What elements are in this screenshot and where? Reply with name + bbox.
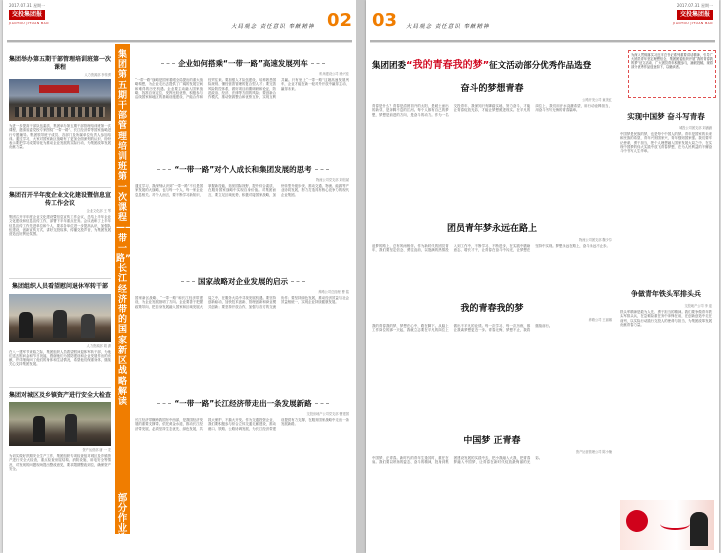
right-slogan: 大局观念 责任意识 奉献精神 bbox=[406, 24, 490, 30]
right-brand-sub: JIAOTOU JITUAN BAO bbox=[673, 21, 713, 25]
essay-title-3: 团员青年梦永远在路上 bbox=[446, 224, 537, 234]
right-page bbox=[366, 0, 719, 553]
divider bbox=[9, 187, 111, 188]
left-brand-logo: 交投集团报 bbox=[9, 10, 45, 20]
title-marker bbox=[157, 169, 171, 171]
banner-text: 集团第五期干部管理培训班第一次课程——“一带一路”、长江经济带的国家新区战略解读 bbox=[116, 50, 149, 407]
editor-note-text: 为深入贯彻落实习近平总书记系列重要讲话精神，引导广大团员青年坚定理想信念，集团团委组织开展“我的青春我的梦”征文活动，广大团员青年积极参与，踊跃投稿，现将部分优秀作品选登如下，以飨读者。 bbox=[631, 53, 713, 69]
brief-title-1: 集团举办第五期干部管理培训班第一次课程 bbox=[9, 56, 112, 71]
brief-byline-1: 人力资源部 李传勇 bbox=[84, 73, 111, 77]
brief-photo-3 bbox=[9, 294, 111, 342]
essay-title-4: 争做青年铁头军排头兵 bbox=[631, 290, 701, 298]
essay-byline-5: 养路公司 王丽娜 bbox=[588, 318, 612, 322]
essay-byline-1: 公路开发公司 童美红 bbox=[582, 98, 612, 102]
article-body-4: 长江经济带横跨我国东中西部，是我国经济发展的重要支撑带。依托黄金水道，推动长江经济带发展，必须坚持生态优先、绿色发展，共抓大保护、不搞大开发。作为交通投资企业，我们要积极参与综合立体交通走廊建设，推动港口、铁路、公路协调发展，为长江经济带建设提供有力支撑，在服务国家战略中走出一条发展新路。 bbox=[135, 418, 349, 431]
right-page-number: 03 bbox=[372, 10, 398, 31]
essay-title-6: 中国梦 正青春 bbox=[463, 436, 521, 446]
divider bbox=[9, 387, 111, 388]
left-brand-sub: JIAOTOU JITUAN BAO bbox=[9, 21, 49, 25]
left-dateline: 2017.07.31 星期一 bbox=[9, 3, 46, 8]
brief-byline-4: 资产运营部 唐 一 龙 bbox=[82, 448, 111, 452]
essay-body-1: 青春是什么？青春是清晨初升的太阳，是破土而出的新芽，是奔腾不息的江河。每个人都有自己的梦想，梦想是前进的方向，是奋斗的动力。作为一名交投青年，我深知只有脚踏实地、努力奋斗，才能让青春绽放光彩，才能让梦想照进现实。在平凡的岗位上，我们用汗水浇灌希望，用行动诠释担当，用奋斗书写无悔的青春篇章。 bbox=[372, 104, 612, 117]
brief-byline-2: 企业文化部 王 琴 bbox=[86, 209, 111, 213]
brief-body-1: 为进一步提高干部队伍素质，集团举办第五期干部管理培训班第一次课程，邀请省委党校专家围绕“一带一路”、长江经济带等国家战略进行专题辅导。集团领导班子成员、各部门及所属单位负责人参加培训。通过学习，大家对国家新区战略有了更加全面深刻的认识，纷纷表示要把学习成果转化为推动企业发展的实际行动，为集团改革发展贡献力量。 bbox=[9, 124, 111, 150]
essay-body-2: 中国梦是民族的梦，也是每个中国人的梦。青年是国家的未来和民族的希望，青年兴则国家兴，青年强则国家强。我们要牢记使命，勇于担当，把个人理想融入国家发展大局之中，在实现中国梦的伟大实践中放飞青春梦想，在为人民利益的不懈奋斗中书写人生华章。 bbox=[620, 132, 712, 154]
right-dateline: 2017.07.31 星期一 bbox=[676, 3, 713, 8]
right-header-rule bbox=[370, 40, 715, 43]
article-byline-2: 物流公司党支部 刘信斌 bbox=[316, 178, 349, 182]
article-byline-1: 机场建设公司 徐兴佳 bbox=[319, 72, 349, 76]
left-slogan: 大局观念 责任意识 奉献精神 bbox=[231, 24, 315, 30]
brief-title-3: 集团组织人员看望慰问退休军转干部 bbox=[11, 283, 108, 290]
essay-byline-2: 城投公司团支部 刘涵涵 bbox=[679, 126, 712, 130]
title-marker bbox=[311, 63, 325, 65]
essay-body-3: 追梦的路上，总有风雨相伴。作为新时代的团员青年，我们要坚定信念、勇往直前，以饱满的热情投入到工作中，不断学习、不断进步，在实践中磨砺意志、增长才干，让青春在奋斗中闪光，让梦想在坚持中实现。梦想永远在路上，奋斗永远不止步。 bbox=[372, 244, 610, 253]
essay-body-4: 铁头军精神是敢为人先、勇于担当的精神。我们要争做青年铁头军排头兵，在急难险重任务中冲锋在前，在创新创造中走在前列，以实际行动践行交投人的使命与担当，为集团改革发展贡献青春力量。 bbox=[620, 310, 712, 327]
brief-body-4: 为切实做好汛期安全生产工作，集团组织专项检查组对城区及乡镇资产进行安全大检查，重点检查房屋结构、消防设施、用电安全等情况，对发现的问题现场提出整改意见，要求限期整改到位，确保资产安全。 bbox=[9, 454, 111, 471]
article-body-2: 通过学习，我深刻认识到“一带一路”不仅是国家发展的大战略，也与每一个人、每一家企业息息相关。对个人而言，要不断学习新知识、掌握新技能，拓宽国际视野，提升综合素质，在服务国家战略中实现自身价值。对集团而言，要立足区域优势，积极对接国家战略，加快转型升级步伐，推动交通、物流、能源等产业协同发展，努力打造具有核心竞争力的现代企业集团。 bbox=[135, 184, 349, 197]
article-body-1: “一带一路”战略是国家着眼全局提出的重大战略构想，为企业走出去提供了广阔的发展空间和难得的历史机遇。企业要主动融入国家战略，找准自身定位，发挥比较优势，积极参与沿线国家和地区的基础设施建设、产能合作和经贸往来。要加强人才队伍建设，培养熟悉国际规则、懂经营善管理的复合型人才；要完善风险防控体系，做好项目前期调研和论证，防范政治、经济、法律等方面的风险；要创新合作模式，推动资源整合和优势互补，实现互利共赢。只有坐上“一带一路”这趟高速发展列车，企业才能在新一轮对外开放中赢得主动、赢得未来。 bbox=[135, 78, 349, 100]
title-marker bbox=[161, 63, 175, 65]
brief-column bbox=[9, 48, 111, 484]
banner-end-text: 部分作业选登 bbox=[117, 493, 128, 553]
title-marker bbox=[315, 169, 329, 171]
article-title-2: “一带一路”对个人成长和集团发展的思考 bbox=[135, 164, 351, 175]
title-marker bbox=[157, 403, 171, 405]
article-title-1: 企业如何搭乘“一带一路”高速发展列车 bbox=[135, 58, 351, 69]
brush-stroke-icon bbox=[660, 518, 690, 530]
essay-title-1: 奋斗的梦想青春 bbox=[460, 84, 524, 94]
brief-photo-1 bbox=[9, 79, 111, 121]
brief-photo-4 bbox=[9, 402, 111, 446]
vertical-banner bbox=[115, 44, 149, 553]
page-gutter bbox=[356, 0, 366, 553]
essay-title-5: 我的青春我的梦 bbox=[460, 304, 524, 314]
essay-byline-4: 交投地产公司 李 迎 bbox=[684, 304, 712, 308]
left-header bbox=[3, 0, 356, 44]
left-page-number: 02 bbox=[326, 10, 352, 31]
article-byline-4: 交投房地产公司党支部 曹建国 bbox=[306, 412, 349, 416]
essay-body-5: 我的青春我的梦，梦想在心中，路在脚下。从踏上工作岗位的那一天起，我就立志要在平凡的岗位上做出不平凡的业绩。每一次学习、每一次历练，都让我离梦想更近一步。青春无悔，梦想不止，我将继续前行。 bbox=[372, 324, 553, 333]
title-marker bbox=[315, 403, 329, 405]
article-title-3: 国家战略对企业发展的启示 bbox=[135, 276, 351, 287]
chinese-dream-illustration bbox=[620, 500, 714, 550]
article-body-3: 国家新区战略、“一带一路”和长江经济带建设，为企业发展指明了方向。企业要善于把握政策导向，把自身发展融入国家和区域发展大局之中，在服务大局中寻找发展机遇。要坚持创新驱动，加快技术创新、管理创新和商业模式创新；要坚持开放合作，加强与各方的交流协作；要坚持绿色发展，推动经济效益与社会效益相统一，实现企业持续健康发展。 bbox=[135, 296, 349, 309]
title-marker bbox=[181, 281, 195, 283]
brief-byline-3: 人力资源部 胡 潇 bbox=[86, 343, 111, 348]
portrait-figure bbox=[690, 512, 708, 546]
right-brand-logo: 交投集团报 bbox=[677, 10, 713, 20]
title-marker bbox=[291, 281, 305, 283]
essay-title-2: 实现中国梦 奋斗写青春 bbox=[627, 112, 705, 121]
essay-body-6: 中国梦，正青春。新时代的青年生逢其时，重任在肩。我们要以昂扬的姿态、奋斗的精神，投身到集团建设发展的实践中去，把小我融入大我，把青春梦融入中国梦，让青春在新时代绽放最绚丽的光彩。 bbox=[372, 456, 543, 465]
headline-quote: “我的青春我的梦” bbox=[406, 60, 490, 71]
article-byline-3: 养路公司总经理 曹 铭 bbox=[318, 290, 349, 294]
brief-body-3: 在八一建军节来临之际，集团组织人员看望慰问退休军转干部，为他们送去慰问金和节日祝福，感谢他们为国防建设和企业发展作出的贡献，并详细询问了他们的身体和生活情况，希望他们保重身体，继续关心支持集团发展。 bbox=[9, 349, 111, 367]
editor-note-box bbox=[628, 50, 716, 98]
divider bbox=[9, 278, 111, 279]
brief-title-2: 集团召开半年度企业文化建设暨信息宣传工作会议 bbox=[9, 192, 112, 207]
essay-byline-3: 物流公司团支部 魏少芬 bbox=[579, 238, 612, 242]
article-title-4: “一带一路”长江经济带走出一条发展新路 bbox=[135, 398, 351, 409]
page-headline: 集团团委“我的青春我的梦”征文活动部分优秀作品选登 bbox=[372, 60, 592, 71]
brief-body-2: 集团召开半年度企业文化建设暨信息宣传工作会议，总结上半年企业文化建设和信息宣传工作，部署下半年重点任务。会议表彰了上半年信息宣传工作先进单位和个人，要求各单位进一步提高认识，加强队伍建设，创新宣传方式，讲好交投故事，传播交投声音，为集团发展营造良好舆论氛围。 bbox=[9, 215, 111, 237]
essay-byline-6: 资产运营管理公司 陈小楠 bbox=[575, 450, 612, 454]
left-header-rule bbox=[7, 40, 352, 43]
left-page bbox=[3, 0, 356, 553]
right-header bbox=[366, 0, 719, 44]
brief-title-4: 集团对城区及乡镇资产进行安全大检查 bbox=[9, 391, 112, 399]
party-emblem-icon bbox=[626, 510, 648, 532]
